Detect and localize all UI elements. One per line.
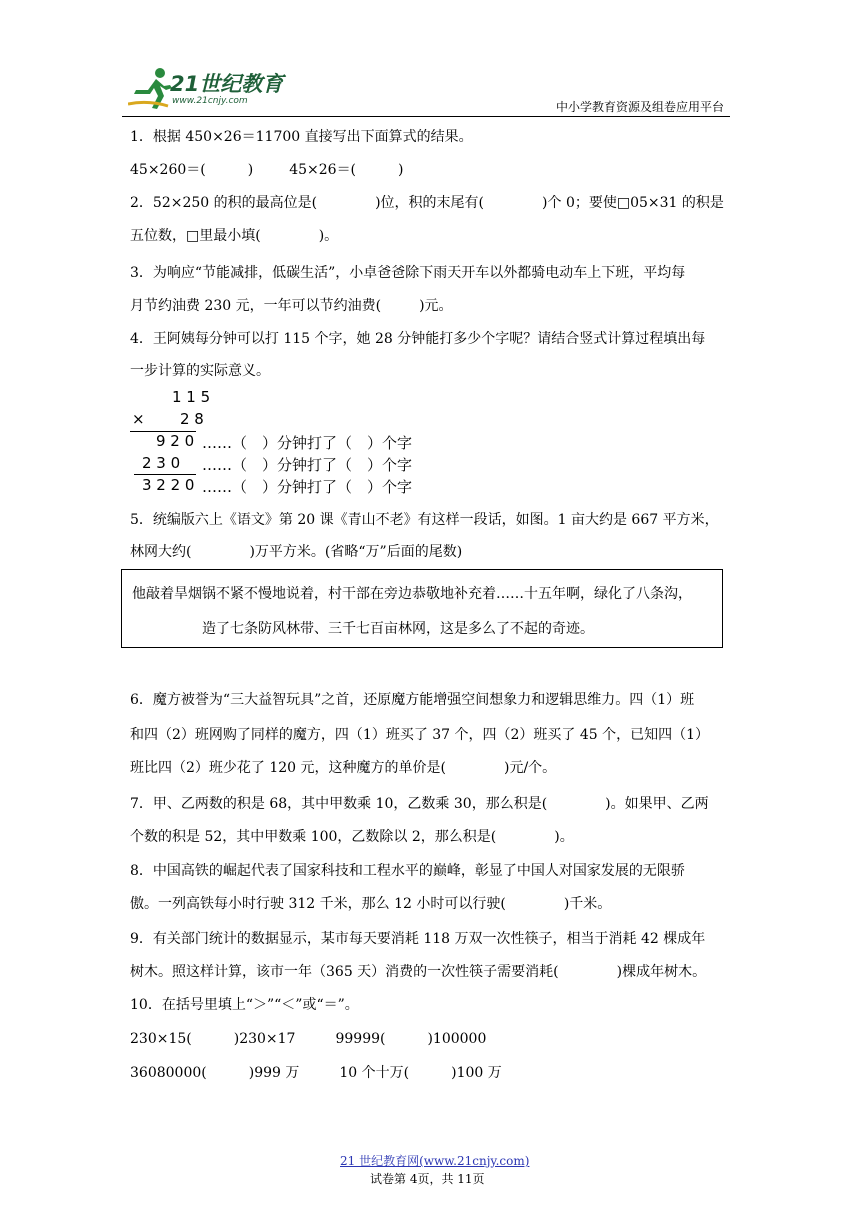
partial-note-3: ……（ ）分钟打了（ ）个字 (202, 478, 413, 496)
q9-line1: 9．有关部门统计的数据显示，某市每天要消耗 118 万双一次性筷子，相当于消耗 42 棵成年 (130, 931, 706, 947)
partial-note-1: ……（ ）分钟打了（ ）个字 (202, 434, 413, 452)
header-divider (122, 116, 730, 117)
q6-line2: 和四（2）班网购了同样的魔方，四（1）班买了 37 个，四（2）班买了 45 个，已知四（1） (130, 727, 710, 743)
total-product: 3 2 2 0 (142, 476, 195, 494)
multiply-sign: × (132, 410, 145, 428)
quote-box (121, 569, 723, 648)
q10-row2: 36080000( )999 万 10 个十万( )100 万 (130, 1065, 502, 1081)
q10-row1: 230×15( )230×17 99999( )100000 (130, 1031, 487, 1047)
calc-rule-2 (134, 474, 196, 475)
q4-line2: 一步计算的实际意义。 (130, 363, 270, 379)
q2-line2: 五位数，□里最小填( )。 (130, 228, 339, 244)
q9-line2: 树木。照这样计算，该市一年（365 天）消费的一次性筷子需要消耗( )棵成年树木。 (130, 964, 707, 980)
footer-website-link[interactable]: 21 世纪教育网(www.21cnjy.com) (340, 1154, 530, 1168)
q10-stem: 10．在括号里填上“＞”“＜”或“＝”。 (130, 997, 359, 1013)
multiplicand: 1 1 5 (172, 388, 211, 406)
platform-title: 中小学教育资源及组卷应用平台 (556, 100, 725, 114)
vertical-multiplication (130, 388, 450, 498)
multiplier: 2 8 (180, 410, 204, 428)
footer-page-number: 试卷第 4页，共 11页 (370, 1172, 485, 1186)
q3-line2: 月节约油费 230 元，一年可以节约油费( )元。 (130, 298, 453, 314)
partial-product-2: 2 3 0 (142, 454, 181, 472)
q4-line1: 4．王阿姨每分钟可以打 115 个字，她 28 分钟能打多少个字呢？请结合竖式计算过程填出每 (130, 331, 706, 347)
q5-line1: 5．统编版六上《语文》第 20 课《青山不老》有这样一段话，如图。1 亩大约是 667 平方米， (130, 512, 719, 528)
quote-line1: 他敲着旱烟锅不紧不慢地说着，村干部在旁边恭敬地补充着……十五年啊，绿化了八条沟， (132, 586, 692, 602)
partial-note-2: ……（ ）分钟打了（ ）个字 (202, 456, 413, 474)
q8-line2: 傲。一列高铁每小时行驶 312 千米，那么 12 小时可以行驶( )千米。 (130, 896, 612, 912)
q7-line1: 7．甲、乙两数的积是 68，其中甲数乘 10，乙数乘 30，那么积是( )。如果甲、乙两 (130, 796, 709, 812)
logo-text: 21世纪教育 (170, 72, 284, 96)
logo-url: www.21cnjy.com (172, 96, 248, 106)
quote-line2: 造了七条防风林带、三千七百亩林网，这是多么了不起的奇迹。 (202, 621, 594, 637)
q1-stem: 1．根据 450×26＝11700 直接写出下面算式的结果。 (130, 129, 473, 145)
q1-b: 45×26＝( (289, 162, 357, 178)
q3-line1: 3．为响应“节能减排，低碳生活”，小卓爸爸除下雨天开车以外都骑电动车上下班，平均每 (130, 265, 686, 281)
q7-line2: 个数的积是 52，其中甲数乘 100，乙数除以 2，那么积是( )。 (130, 829, 574, 845)
q6-line3: 班比四（2）班少花了 120 元，这种魔方的单价是( )元/个。 (130, 760, 557, 776)
q5-line2: 林网大约( )万平方米。(省略“万”后面的尾数) (130, 544, 463, 560)
q1-answers: 45×260＝( ) 45×26＝( ) (130, 162, 404, 178)
q6-line1: 6．魔方被誉为“三大益智玩具”之首，还原魔方能增强空间想象力和逻辑思维力。四（1）班 (130, 692, 695, 708)
q8-line1: 8．中国高铁的崛起代表了国家科技和工程水平的巅峰，彰显了中国人对国家发展的无限骄 (130, 863, 685, 879)
q2-line1: 2．52×250 的积的最高位是( )位，积的末尾有( )个 0；要使□05×31 的积是 (130, 195, 724, 211)
partial-product-1: 9 2 0 (156, 432, 195, 450)
q1-a: 45×260＝( (130, 162, 206, 178)
